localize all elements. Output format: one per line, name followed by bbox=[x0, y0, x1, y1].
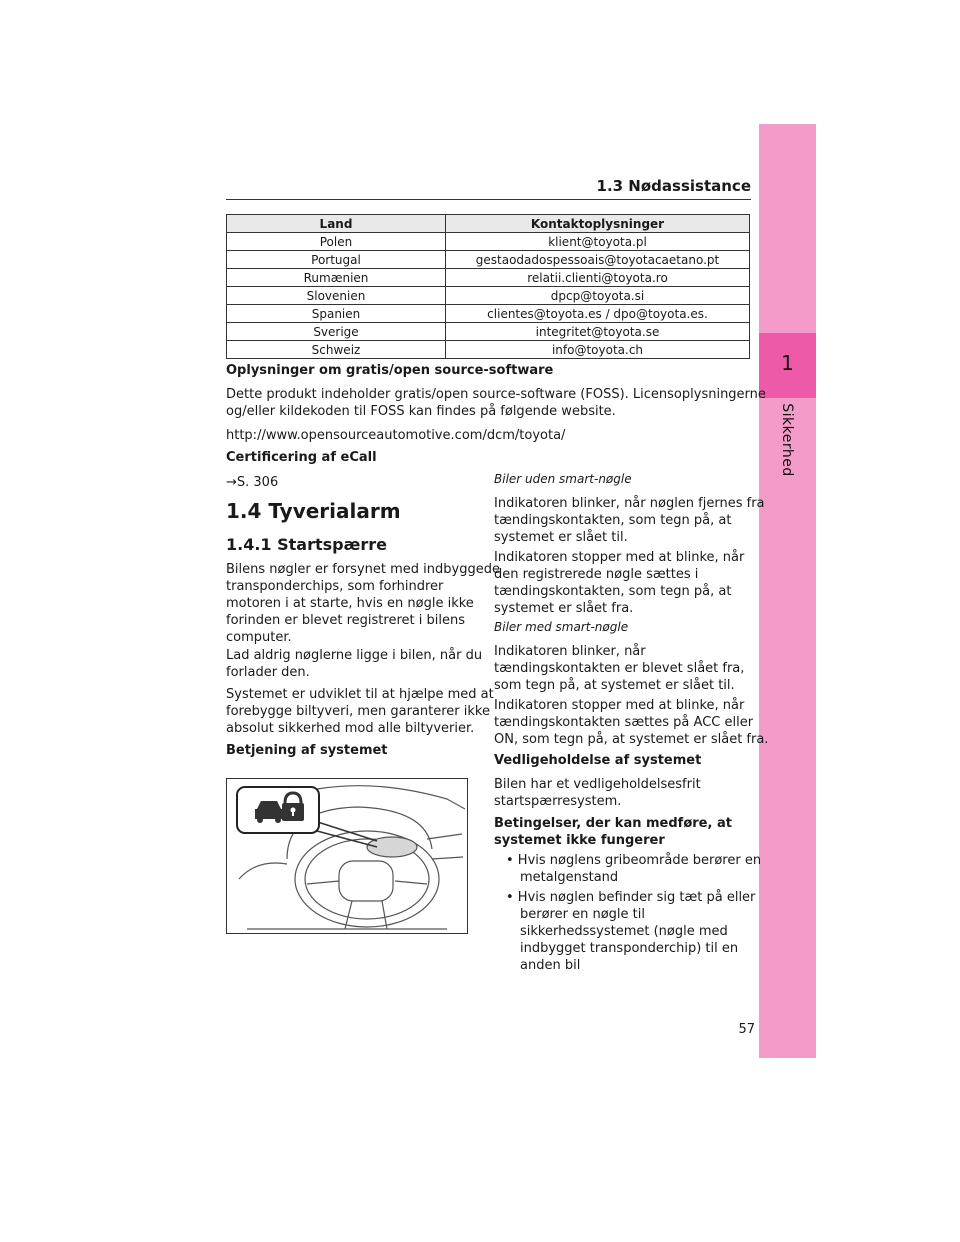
text-line: tændingskontakten sættes på ACC eller bbox=[494, 715, 754, 730]
column-header-country: Land bbox=[227, 215, 446, 233]
bullet-item bbox=[506, 889, 755, 974]
paragraph-transponder bbox=[226, 561, 500, 646]
paragraph-smart-stops bbox=[494, 697, 768, 748]
cell-country: Portugal bbox=[227, 251, 446, 269]
text-line: tændingskontakten, som tegn på, at bbox=[494, 584, 732, 599]
cell-contact: integritet@toyota.se bbox=[446, 323, 750, 341]
bullet-item bbox=[506, 852, 761, 886]
page-number: 57 bbox=[738, 1022, 755, 1037]
text-line: den registrerede nøgle sættes i bbox=[494, 567, 699, 582]
text-line: metalgenstand bbox=[520, 870, 619, 885]
text-line: ON, som tegn på, at systemet er slået fra. bbox=[494, 732, 769, 747]
table-row bbox=[227, 233, 750, 251]
text-line: Lad aldrig nøglerne ligge i bilen, når du bbox=[226, 648, 483, 663]
cell-contact: relatii.clienti@toyota.ro bbox=[446, 269, 750, 287]
oss-text-line1: Dette produkt indeholder gratis/open source-software (FOSS). Licensoplysningerne bbox=[226, 387, 766, 402]
text-line: forlader den. bbox=[226, 665, 310, 680]
text-line: startspærresystem. bbox=[494, 794, 622, 809]
cell-contact: klient@toyota.pl bbox=[446, 233, 750, 251]
cell-country: Sverige bbox=[227, 323, 446, 341]
subheading-with-smart-key: Biler med smart-nøgle bbox=[494, 620, 629, 634]
table-header-row bbox=[227, 215, 750, 233]
cell-country: Polen bbox=[227, 233, 446, 251]
ecall-page-reference[interactable]: →S. 306 bbox=[226, 475, 279, 490]
section-heading: 1.4.1 Startspærre bbox=[226, 535, 388, 554]
cell-contact: clientes@toyota.es / dpo@toyota.es. bbox=[446, 305, 750, 323]
paragraph-indicator-stops bbox=[494, 549, 744, 617]
chapter-number: 1 bbox=[781, 351, 794, 375]
text-line: tændingskontakten, som tegn på, at bbox=[494, 513, 732, 528]
text-line: motoren i at starte, hvis en nøgle ikke bbox=[226, 596, 474, 611]
text-line: systemet er slået fra. bbox=[494, 601, 634, 616]
cell-country: Slovenien bbox=[227, 287, 446, 305]
ecall-heading: Certificering af eCall bbox=[226, 450, 377, 465]
text-line: Indikatoren stopper med at blinke, når bbox=[494, 550, 745, 565]
cell-contact: gestaodadospessoais@toyotacaetano.pt bbox=[446, 251, 750, 269]
table-row bbox=[227, 269, 750, 287]
text-line: transponderchips, som forhindrer bbox=[226, 579, 444, 594]
table-row bbox=[227, 305, 750, 323]
text-line: forebygge biltyveri, men garanterer ikke bbox=[226, 704, 490, 719]
chapter-heading: 1.4 Tyverialarm bbox=[226, 499, 401, 523]
cell-contact: info@toyota.ch bbox=[446, 341, 750, 359]
dashboard-illustration bbox=[226, 778, 468, 934]
text-line: Betingelser, der kan medføre, at bbox=[494, 816, 732, 831]
steering-wheel-illustration bbox=[227, 779, 467, 933]
paragraph-system bbox=[226, 686, 494, 737]
column-header-contact: Kontaktoplysninger bbox=[446, 215, 750, 233]
table-row bbox=[227, 341, 750, 359]
chapter-side-tab bbox=[759, 124, 816, 1058]
conditions-heading bbox=[494, 815, 732, 849]
text-line: sikkerhedssystemet (nøgle med bbox=[520, 924, 728, 939]
operation-heading: Betjening af systemet bbox=[226, 743, 388, 758]
paragraph-keys bbox=[226, 647, 482, 681]
text-line: systemet ikke fungerer bbox=[494, 833, 665, 848]
text-line: Indikatoren stopper med at blinke, når bbox=[494, 698, 745, 713]
text-line: berører en nøgle til bbox=[520, 907, 645, 922]
cell-country: Spanien bbox=[227, 305, 446, 323]
text-line: Indikatoren blinker, når bbox=[494, 644, 646, 659]
oss-url-link[interactable]: http://www.opensourceautomotive.com/dcm/toyota/ bbox=[226, 428, 566, 443]
table-row bbox=[227, 287, 750, 305]
paragraph-smart-blinks bbox=[494, 643, 744, 694]
text-line: • Hvis nøglen befinder sig tæt på eller bbox=[506, 890, 756, 905]
chapter-label: Sikkerhed bbox=[779, 403, 795, 477]
table-row bbox=[227, 251, 750, 269]
text-line: anden bil bbox=[520, 958, 581, 973]
text-line: systemet er slået til. bbox=[494, 530, 628, 545]
paragraph-indicator-blinks bbox=[494, 495, 765, 546]
text-line: • Hvis nøglens gribeområde berører en bbox=[506, 853, 762, 868]
text-line: indbygget transponderchip) til en bbox=[520, 941, 739, 956]
text-line: Indikatoren blinker, når nøglen fjernes fra bbox=[494, 496, 765, 511]
text-line: tændingskontakten er blevet slået fra, bbox=[494, 661, 745, 676]
text-line: Systemet er udviklet til at hjælpe med at bbox=[226, 687, 494, 702]
text-line: Bilen har et vedligeholdelsesfrit bbox=[494, 777, 701, 792]
text-line: forinden er blevet registreret i bilens bbox=[226, 613, 465, 628]
contact-table bbox=[226, 214, 750, 359]
table-row bbox=[227, 323, 750, 341]
subheading-without-smart-key: Biler uden smart-nøgle bbox=[494, 472, 632, 486]
paragraph-maintenance bbox=[494, 776, 701, 810]
text-line: computer. bbox=[226, 630, 292, 645]
oss-heading: Oplysninger om gratis/open source-software bbox=[226, 363, 554, 378]
cell-country: Schweiz bbox=[227, 341, 446, 359]
oss-text-line2: og/eller kildekoden til FOSS kan findes på følgende website. bbox=[226, 404, 616, 419]
text-line: som tegn på, at systemet er slået til. bbox=[494, 678, 735, 693]
text-line: Bilens nøgler er forsynet med indbyggede bbox=[226, 562, 500, 577]
cell-country: Rumænien bbox=[227, 269, 446, 287]
maintenance-heading: Vedligeholdelse af systemet bbox=[494, 753, 702, 768]
text-line: absolut sikkerhed mod alle biltyverier. bbox=[226, 721, 475, 736]
header-rule bbox=[226, 199, 751, 200]
section-header: 1.3 Nødassistance bbox=[596, 177, 751, 195]
cell-contact: dpcp@toyota.si bbox=[446, 287, 750, 305]
